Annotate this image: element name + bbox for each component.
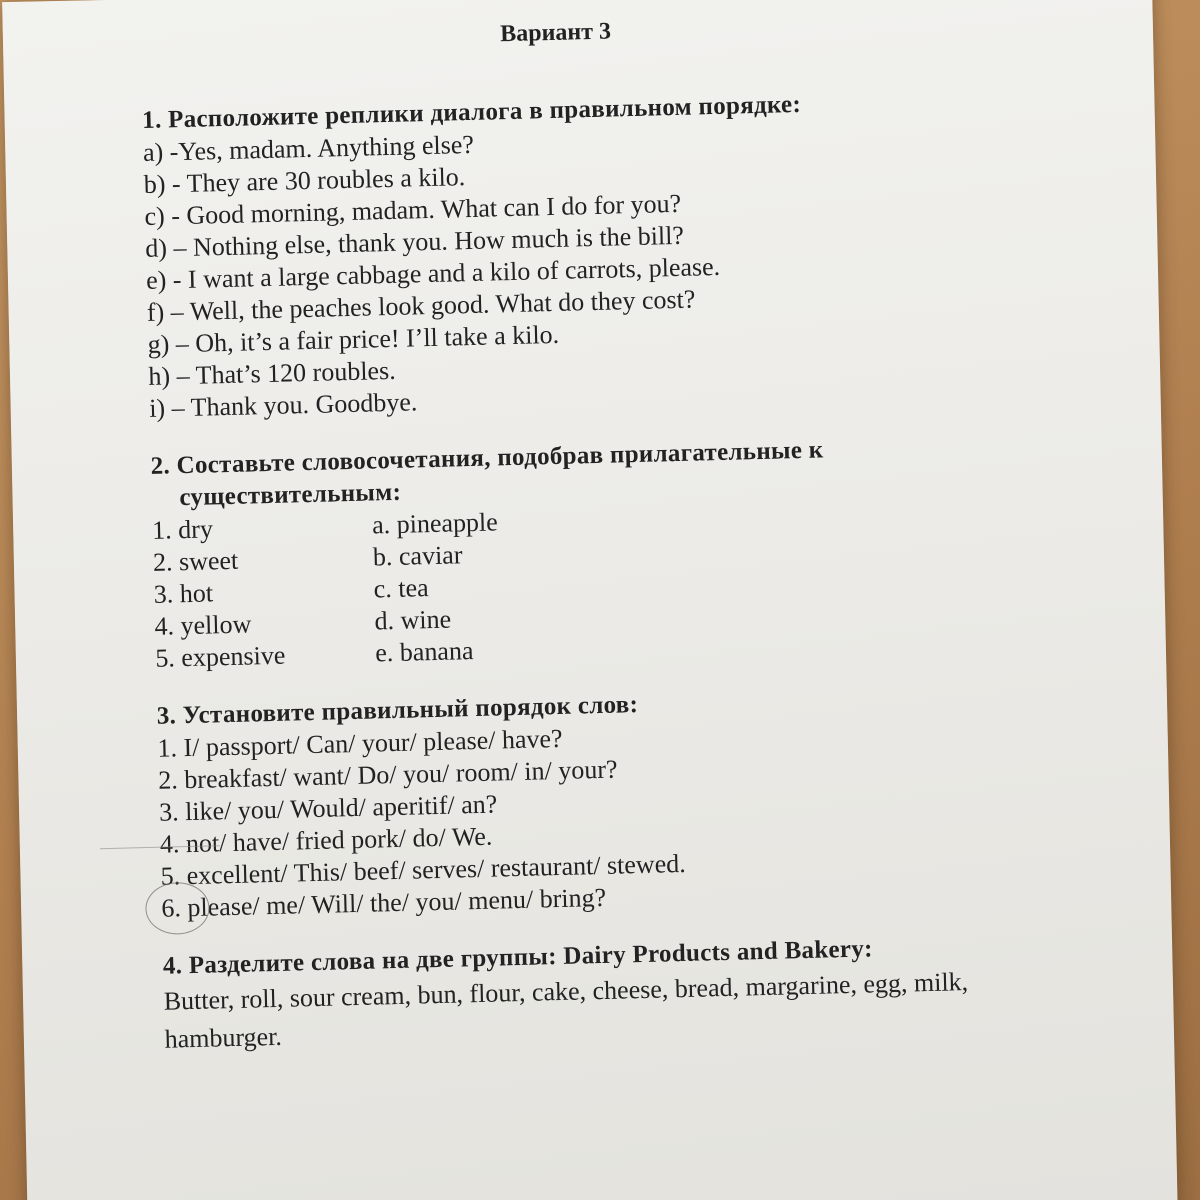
noun-item: a. pineapple (371, 507, 499, 540)
word-order-line: 4. not/ have/ fried pork/ do/ We. (159, 821, 493, 859)
word-list-paragraph: Butter, roll, sour cream, bun, flour, cake, cheese, bread, margarine, egg, milk, hamburger. (163, 967, 969, 1054)
dialogue-line: e) - I want a large cabbage and a kilo of carrots, please. (145, 251, 721, 295)
dialogue-line: d) – Nothing else, thank you. How much is the bill? (144, 220, 685, 263)
variant-title: Вариант 3 (499, 18, 612, 48)
task-2-heading-continued: существительным: (179, 478, 402, 512)
dialogue-line: h) – That’s 120 roubles. (148, 355, 396, 391)
noun-item: b. caviar (372, 540, 463, 572)
noun-item: d. wine (374, 604, 452, 636)
task-3 (156, 677, 1121, 924)
adjective-item: 2. sweet (152, 545, 239, 577)
adjective-item: 1. dry (151, 514, 214, 545)
pencil-circle-mark (145, 882, 210, 936)
adjective-item: 4. yellow (154, 609, 252, 641)
word-order-line: 6. please/ me/ Will/ the/ you/ menu/ bring? (161, 882, 607, 923)
worksheet-content (140, 7, 1125, 1085)
matching-list (152, 491, 1116, 674)
dialogue-line: c) - Good morning, madam. What can I do for you? (144, 188, 682, 231)
word-order-line: 1. I/ passport/ Can/ your/ please/ have? (157, 723, 563, 763)
task-2-heading: 2. Составьте словосочетания, подобрав прилагательные к (150, 436, 824, 480)
word-order-line: 3. like/ you/ Would/ aperitif/ an? (158, 789, 498, 827)
dialogue-line: b) - They are 30 roubles a kilo. (143, 162, 466, 199)
task-3-heading: 3. Установите правильный порядок слов: (156, 691, 639, 730)
adjective-item: 3. hot (153, 578, 214, 609)
dialogue-line: i) – Thank you. Goodbye. (148, 387, 418, 423)
word-order-line: 2. breakfast/ want/ Do/ you/ room/ in/ your? (157, 754, 618, 795)
dialogue-line: f) – Well, the peaches look good. What do they cost? (146, 284, 696, 327)
task-4 (163, 927, 1125, 1058)
dialogue-line: g) – Oh, it’s a fair price! I’ll take a kilo. (147, 319, 560, 359)
task-1-heading: 1. Расположите реплики диалога в правильном порядке: (141, 90, 802, 134)
task-1 (142, 82, 1110, 425)
adjective-item: 5. expensive (155, 640, 286, 673)
task-2 (150, 427, 1115, 674)
noun-item: c. tea (373, 573, 429, 604)
word-order-line: 5. excellent/ This/ beef/ serves/ restaurant/ stewed. (160, 848, 687, 891)
task-4-heading: 4. Разделите слова на две группы: Dairy Products and Bakery: (162, 935, 874, 980)
noun-item: e. banana (374, 636, 474, 668)
dialogue-line: a) -Yes, madam. Anything else? (142, 129, 475, 167)
